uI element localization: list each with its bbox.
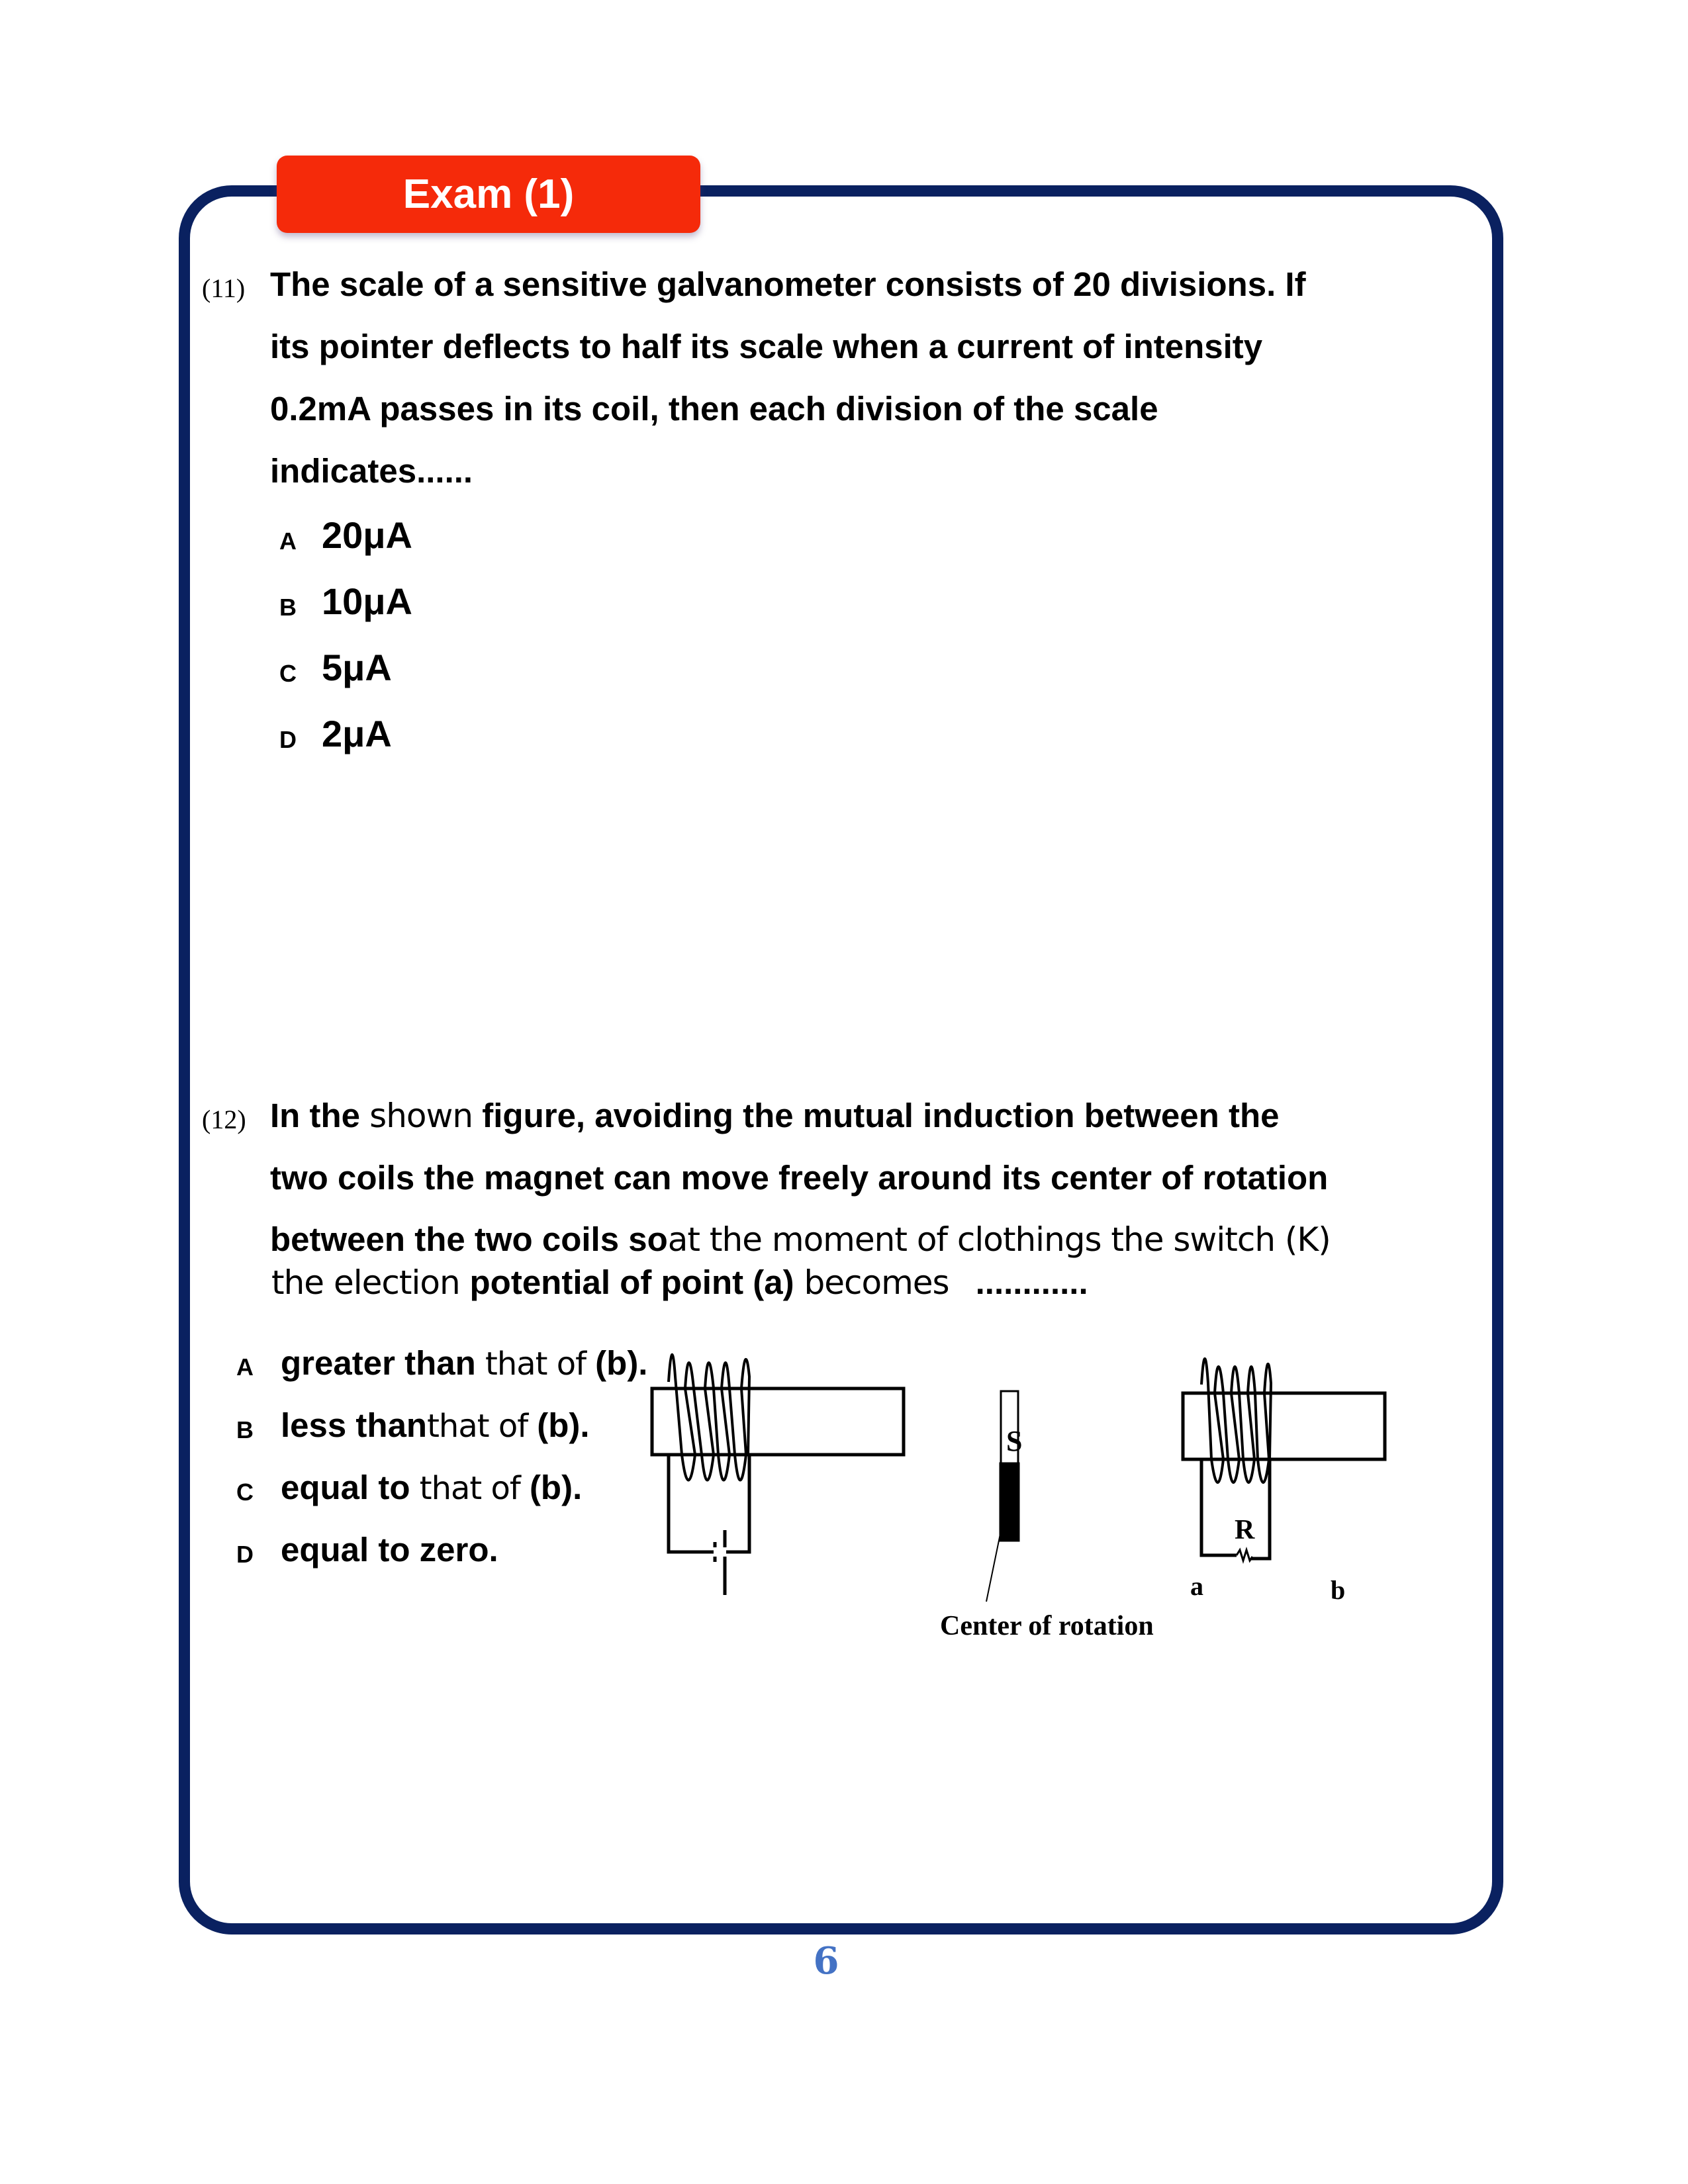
- option-text: 10μA: [322, 580, 412, 622]
- question-text-line: its pointer deflects to half its scale when a current of intensity: [270, 328, 1263, 365]
- option-text: 20μA: [322, 514, 412, 556]
- exam-title-banner: [277, 156, 700, 233]
- option-label: B: [279, 594, 297, 621]
- question-number: (11): [202, 273, 246, 303]
- point-a-label: a: [1190, 1571, 1203, 1601]
- question-text-line: In the shown figure, avoiding the mutual induction between the: [270, 1097, 1280, 1135]
- right-coil-winding: [1201, 1359, 1271, 1482]
- option-text: equal to that of (b).: [281, 1469, 583, 1507]
- magnet-north-half: [1001, 1464, 1018, 1540]
- option-label: A: [236, 1353, 254, 1381]
- question-text-line: 0.2mA passes in its coil, then each division of the scale: [270, 390, 1158, 428]
- option-text: less thanthat of (b).: [281, 1406, 590, 1445]
- question-text-line: between the two coils soat the moment of clothings the switch (K): [270, 1220, 1331, 1259]
- exam-title: Exam (1): [402, 171, 575, 217]
- option-text: greater than that of (b).: [281, 1344, 648, 1383]
- exam-frame: [179, 185, 1503, 1934]
- option-label: D: [236, 1541, 254, 1568]
- point-b-label: b: [1331, 1575, 1346, 1605]
- option-text: 5μA: [322, 647, 392, 688]
- option-label: B: [236, 1416, 254, 1443]
- page-number: 6: [813, 1939, 839, 1983]
- question-number: (12): [202, 1105, 246, 1134]
- figure-caption: Center of rotation: [940, 1611, 1154, 1641]
- magnet-pole-label: S: [1006, 1425, 1023, 1457]
- question-text-line: indicates......: [270, 452, 473, 490]
- option-label: A: [279, 527, 297, 555]
- coils-magnet-figure: [635, 1337, 1417, 1668]
- right-coil-core: [1183, 1393, 1385, 1459]
- resistor-label: R: [1235, 1515, 1255, 1545]
- question-text-line: two coils the magnet can move freely around its center of rotation: [270, 1159, 1329, 1197]
- left-coil-winding: [669, 1355, 749, 1480]
- center-of-rotation-pointer: [986, 1489, 1009, 1602]
- question-text-line: the election potential of point (a) becomes ............: [271, 1263, 1088, 1302]
- question-text-line: The scale of a sensitive galvanometer consists of 20 divisions. If: [270, 265, 1306, 303]
- option-text: equal to zero.: [281, 1531, 498, 1569]
- option-label: D: [279, 726, 297, 753]
- option-text: 2μA: [322, 713, 392, 754]
- option-label: C: [236, 1479, 254, 1506]
- option-label: C: [279, 660, 297, 687]
